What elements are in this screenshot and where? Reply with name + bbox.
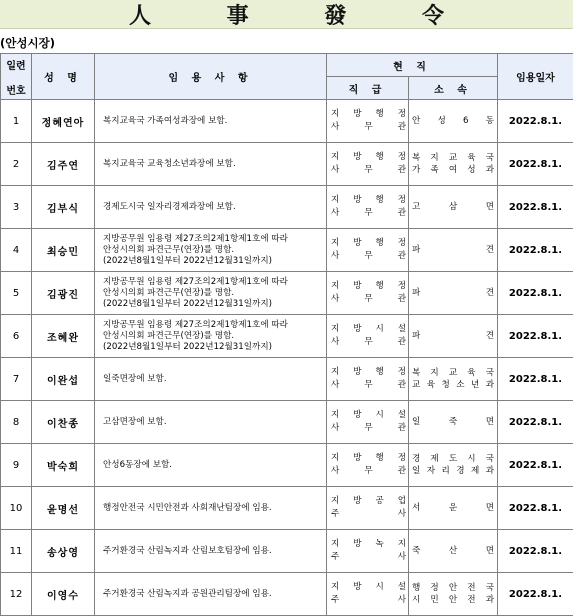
department-cell: [409, 444, 498, 487]
row-number: 5: [1, 272, 32, 315]
row-number: 11: [1, 530, 32, 573]
table-row: [1, 530, 573, 573]
rank-cell: [327, 100, 409, 143]
appointment-date: 2022.8.1.: [498, 143, 573, 186]
department-cell: [409, 315, 498, 358]
department-line: 파 견: [412, 330, 494, 342]
matter-line: 지방공무원 임용령 제27조의2제1항제1호에 따라: [103, 234, 326, 245]
matter-line: 주거환경국 산림녹지과 산림보호팀장에 임용.: [103, 546, 326, 557]
rank-line: 사 무 관: [331, 336, 406, 349]
rank-cell: [327, 272, 409, 315]
rank-line: 사 무 관: [331, 207, 406, 220]
department-cell: [409, 143, 498, 186]
department-line: 고 삼 면: [412, 201, 494, 213]
rank-line: 사 무 관: [331, 121, 406, 134]
appointment-date: 2022.8.1.: [498, 358, 573, 401]
department-line: 복 지 교 육 국: [412, 367, 494, 379]
rank-line: 지 방 행 정: [331, 237, 406, 250]
department-line: 교 육 청 소 년 과: [412, 379, 494, 391]
header-rank: 직 급: [327, 77, 409, 100]
person-name: 최승민: [32, 229, 95, 272]
rank-line: 사 무 관: [331, 250, 406, 263]
department-cell: [409, 401, 498, 444]
department-cell: [409, 573, 498, 616]
department-cell: [409, 487, 498, 530]
matter-line: 복지교육국 가족여성과장에 보함.: [103, 116, 326, 127]
person-name: 김주연: [32, 143, 95, 186]
matter-line: (2022년8월1일부터 2022년12월31일까지): [103, 256, 326, 267]
appointment-matter: [95, 186, 327, 229]
appointment-date: 2022.8.1.: [498, 186, 573, 229]
rank-cell: [327, 315, 409, 358]
appointment-date: 2022.8.1.: [498, 100, 573, 143]
table-row: [1, 573, 573, 616]
table-body: [1, 100, 573, 616]
row-number: 1: [1, 100, 32, 143]
rank-line: 주 사: [331, 508, 406, 521]
department-line: 죽 산 면: [412, 545, 494, 557]
rank-line: 지 방 행 정: [331, 452, 406, 465]
table-row: [1, 401, 573, 444]
table-row: [1, 272, 573, 315]
rank-line: 지 방 행 정: [331, 151, 406, 164]
rank-cell: [327, 358, 409, 401]
person-name: 박숙희: [32, 444, 95, 487]
rank-line: 지 방 행 정: [331, 108, 406, 121]
header-dept: 소 속: [409, 77, 498, 100]
matter-line: 경제도시국 일자리경제과장에 보함.: [103, 202, 326, 213]
row-number: 10: [1, 487, 32, 530]
rank-cell: [327, 573, 409, 616]
matter-line: 안성시의회 파견근무(연장)를 명함.: [103, 331, 326, 342]
row-number: 12: [1, 573, 32, 616]
rank-cell: [327, 229, 409, 272]
department-cell: [409, 530, 498, 573]
rank-line: 지 방 행 정: [331, 366, 406, 379]
rank-cell: [327, 487, 409, 530]
rank-line: 지 방 행 정: [331, 194, 406, 207]
department-line: 시 민 안 전 과: [412, 594, 494, 606]
rank-line: 사 무 관: [331, 164, 406, 177]
rank-cell: [327, 444, 409, 487]
matter-line: 주거환경국 산림녹지과 공원관리팀장에 임용.: [103, 589, 326, 600]
rank-line: 지 방 녹 지: [331, 538, 406, 551]
appointment-date: 2022.8.1.: [498, 229, 573, 272]
rank-line: 주 사: [331, 594, 406, 607]
rank-line: 지 방 시 설: [331, 581, 406, 594]
department-line: 복 지 교 육 국: [412, 152, 494, 164]
matter-line: 복지교육국 교육청소년과장에 보함.: [103, 159, 326, 170]
department-line: 안 성 6 동: [412, 115, 494, 127]
department-cell: [409, 358, 498, 401]
header-name: 성 명: [32, 54, 95, 100]
matter-line: 안성시의회 파견근무(연장)를 명함.: [103, 288, 326, 299]
row-number: 6: [1, 315, 32, 358]
appointment-matter: [95, 100, 327, 143]
rank-line: 주 사: [331, 551, 406, 564]
header-order-top: 일련: [1, 57, 31, 72]
person-name: 송상영: [32, 530, 95, 573]
appointment-date: 2022.8.1.: [498, 315, 573, 358]
person-name: 이영수: [32, 573, 95, 616]
appointment-matter: [95, 573, 327, 616]
row-number: 9: [1, 444, 32, 487]
rank-cell: [327, 186, 409, 229]
appointment-matter: [95, 530, 327, 573]
appointment-date: 2022.8.1.: [498, 487, 573, 530]
appointment-date: 2022.8.1.: [498, 272, 573, 315]
appointment-table: [0, 53, 573, 616]
appointment-date: 2022.8.1.: [498, 444, 573, 487]
matter-line: 안성시의회 파견근무(연장)를 명함.: [103, 245, 326, 256]
table-row: [1, 487, 573, 530]
department-line: 가 족 여 성 과: [412, 164, 494, 176]
header-order: [1, 54, 32, 100]
table-row: [1, 100, 573, 143]
department-line: 파 견: [412, 287, 494, 299]
appointment-matter: [95, 401, 327, 444]
matter-line: 지방공무원 임용령 제27조의2제1항제1호에 따라: [103, 320, 326, 331]
rank-cell: [327, 401, 409, 444]
rank-line: 지 방 시 설: [331, 323, 406, 336]
appointment-date: 2022.8.1.: [498, 573, 573, 616]
rank-line: 사 무 관: [331, 379, 406, 392]
matter-line: 고삼면장에 보함.: [103, 417, 326, 428]
rank-line: 지 방 행 정: [331, 280, 406, 293]
appointment-matter: [95, 229, 327, 272]
row-number: 7: [1, 358, 32, 401]
matter-line: 안성6동장에 보함.: [103, 460, 326, 471]
title-bar: [0, 0, 573, 29]
person-name: 정혜연아: [32, 100, 95, 143]
person-name: 이찬종: [32, 401, 95, 444]
header-date: 임용일자: [498, 54, 573, 100]
table-row: [1, 143, 573, 186]
department-cell: [409, 186, 498, 229]
header-current: 현 직: [327, 54, 498, 77]
table-header: [1, 54, 573, 100]
matter-line: 일죽면장에 보함.: [103, 374, 326, 385]
rank-line: 지 방 공 업: [331, 495, 406, 508]
appointment-date: 2022.8.1.: [498, 530, 573, 573]
table-row: [1, 186, 573, 229]
rank-cell: [327, 143, 409, 186]
department-line: 파 견: [412, 244, 494, 256]
matter-line: 지방공무원 임용령 제27조의2제1항제1호에 따라: [103, 277, 326, 288]
department-line: 일 죽 면: [412, 416, 494, 428]
row-number: 3: [1, 186, 32, 229]
document-title: 人 事 發 令: [129, 0, 478, 30]
department-line: 경 제 도 시 국: [412, 453, 494, 465]
appointment-matter: [95, 487, 327, 530]
appointment-matter: [95, 358, 327, 401]
appointment-matter: [95, 143, 327, 186]
department-line: 행 정 안 전 국: [412, 582, 494, 594]
department-cell: [409, 229, 498, 272]
header-order-bottom: 번호: [1, 82, 31, 97]
table-row: [1, 315, 573, 358]
rank-line: 사 무 관: [331, 465, 406, 478]
department-line: 서 운 면: [412, 502, 494, 514]
row-number: 4: [1, 229, 32, 272]
row-number: 8: [1, 401, 32, 444]
matter-line: 행정안전국 시민안전과 사회재난팀장에 임용.: [103, 503, 326, 514]
matter-line: (2022년8월1일부터 2022년12월31일까지): [103, 342, 326, 353]
table-row: [1, 444, 573, 487]
appointment-date: 2022.8.1.: [498, 401, 573, 444]
appointment-matter: [95, 315, 327, 358]
row-number: 2: [1, 143, 32, 186]
header-matter: 임 용 사 항: [95, 54, 327, 100]
matter-line: (2022년8월1일부터 2022년12월31일까지): [103, 299, 326, 310]
organization-label: (안성시장): [0, 35, 55, 51]
department-cell: [409, 272, 498, 315]
person-name: 조혜완: [32, 315, 95, 358]
appointment-matter: [95, 444, 327, 487]
person-name: 김부식: [32, 186, 95, 229]
rank-line: 사 무 관: [331, 293, 406, 306]
person-name: 이완섭: [32, 358, 95, 401]
rank-line: 사 무 관: [331, 422, 406, 435]
rank-cell: [327, 530, 409, 573]
person-name: 윤명선: [32, 487, 95, 530]
rank-line: 지 방 시 설: [331, 409, 406, 422]
table-row: [1, 358, 573, 401]
person-name: 김광진: [32, 272, 95, 315]
department-cell: [409, 100, 498, 143]
department-line: 일 자 리 경 제 과: [412, 465, 494, 477]
appointment-matter: [95, 272, 327, 315]
table-row: [1, 229, 573, 272]
